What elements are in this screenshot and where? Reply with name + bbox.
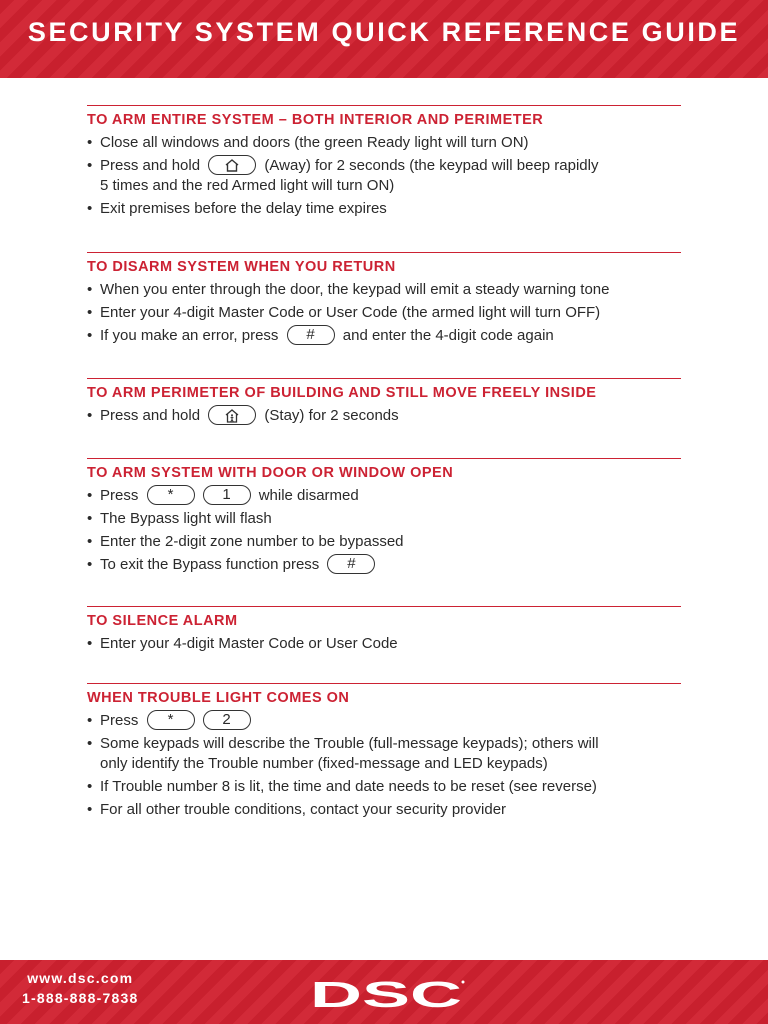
section-heading: TO ARM ENTIRE SYSTEM – BOTH INTERIOR AND PERIMETER bbox=[87, 112, 544, 128]
list-item: • If you make an error, press # and enter the 4-digit code again bbox=[87, 326, 681, 346]
list-item: • If Trouble number 8 is lit, the time and date needs to be reset (see reverse) bbox=[87, 777, 681, 797]
stay-key bbox=[208, 405, 256, 425]
list-item: • Press * 2 bbox=[87, 711, 681, 731]
star-key: * bbox=[147, 710, 195, 730]
list-item: • Some keypads will describe the Trouble (full-message keypads); others will bbox=[87, 734, 681, 754]
list-item: • Press and hold (Away) for 2 seconds (the keypad will beep rapidly bbox=[87, 156, 681, 176]
section-heading: TO DISARM SYSTEM WHEN YOU RETURN bbox=[87, 259, 396, 275]
dsc-logo-text: DSC bbox=[310, 977, 462, 1013]
list-item: • For all other trouble conditions, contact your security provider bbox=[87, 800, 681, 820]
list-item: • Press * 1 while disarmed bbox=[87, 486, 681, 506]
list-item: • Close all windows and doors (the green Ready light will turn ON) bbox=[87, 133, 681, 153]
phone-number: 1-888-888-7838 bbox=[22, 990, 139, 1006]
section-arm-perimeter bbox=[87, 378, 681, 426]
two-key: 2 bbox=[203, 710, 251, 730]
section-heading: TO ARM SYSTEM WITH DOOR OR WINDOW OPEN bbox=[87, 465, 454, 481]
away-icon bbox=[224, 159, 240, 172]
section-trouble bbox=[87, 683, 681, 820]
list-item: • When you enter through the door, the keypad will emit a steady warning tone bbox=[87, 280, 681, 300]
list-item: • Exit premises before the delay time expires bbox=[87, 199, 681, 219]
section-arm-entire bbox=[87, 105, 681, 219]
dsc-logo bbox=[306, 977, 466, 1013]
list-item: • Enter your 4-digit Master Code or User Code (the armed light will turn OFF) bbox=[87, 303, 681, 323]
website-link[interactable]: www.dsc.com bbox=[27, 970, 134, 986]
list-item: • Enter your 4-digit Master Code or User Code bbox=[87, 634, 681, 654]
footer-band bbox=[0, 960, 768, 1024]
list-item: • The Bypass light will flash bbox=[87, 509, 681, 529]
section-bypass bbox=[87, 458, 681, 575]
section-heading: WHEN TROUBLE LIGHT COMES ON bbox=[87, 690, 350, 706]
star-key: * bbox=[147, 485, 195, 505]
section-heading: TO SILENCE ALARM bbox=[87, 613, 238, 629]
section-disarm bbox=[87, 252, 681, 346]
section-silence bbox=[87, 606, 681, 654]
header-band bbox=[0, 0, 768, 78]
pound-key: # bbox=[287, 325, 335, 345]
away-key bbox=[208, 155, 256, 175]
list-item: • To exit the Bypass function press # bbox=[87, 555, 681, 575]
page-title: SECURITY SYSTEM QUICK REFERENCE GUIDE bbox=[27, 17, 741, 47]
list-item: • Press and hold (Stay) for 2 seconds bbox=[87, 406, 681, 426]
list-item-continuation: 5 times and the red Armed light will turn ON) bbox=[100, 177, 395, 195]
one-key: 1 bbox=[203, 485, 251, 505]
contact-info bbox=[22, 968, 138, 1008]
section-heading: TO ARM PERIMETER OF BUILDING AND STILL MOVE FREELY INSIDE bbox=[87, 385, 597, 401]
stay-icon bbox=[224, 409, 240, 423]
list-item-continuation: only identify the Trouble number (fixed-message and LED keypads) bbox=[100, 755, 548, 773]
list-item: • Enter the 2-digit zone number to be bypassed bbox=[87, 532, 681, 552]
pound-key: # bbox=[327, 554, 375, 574]
